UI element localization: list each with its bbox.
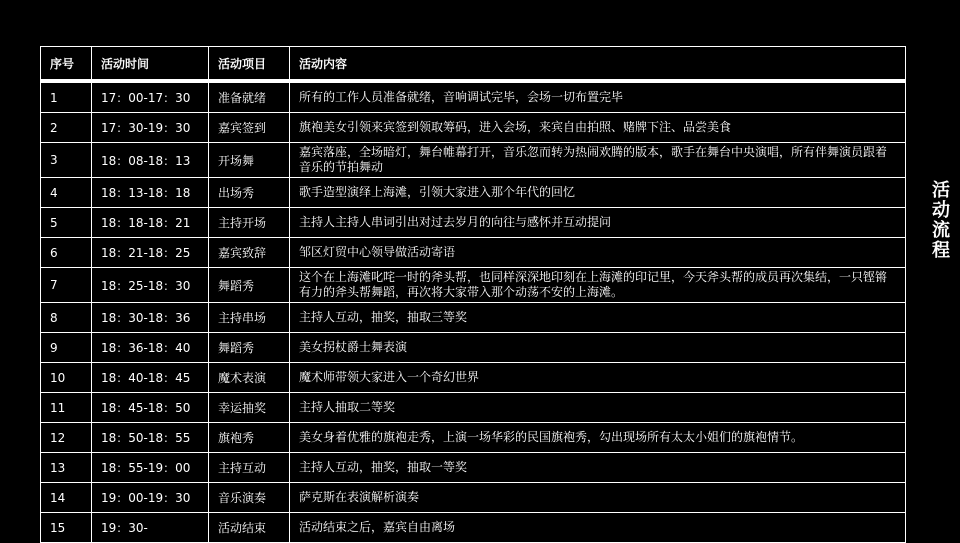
row-content: 主持人互动，抽奖，抽取三等奖 (290, 303, 906, 333)
table-row (41, 393, 906, 423)
row-no: 13 (41, 453, 92, 483)
side-title: 活动流程 (929, 180, 950, 260)
row-time: 18：18-18：21 (92, 208, 209, 238)
header-no: 序号 (41, 47, 92, 82)
row-time: 17：30-19：30 (92, 113, 209, 143)
row-content: 这个在上海滩叱咤一时的斧头帮，也同样深深地印刻在上海滩的印记里，今天斧头帮的成员再次集结，一只铿锵有力的斧头帮舞蹈，再次将大家带入那个动荡不安的上海滩。 (290, 268, 906, 303)
table-row (41, 238, 906, 268)
row-time: 18：21-18：25 (92, 238, 209, 268)
row-no: 6 (41, 238, 92, 268)
row-time: 18：55-19：00 (92, 453, 209, 483)
row-item: 主持互动 (209, 453, 290, 483)
row-item: 舞蹈秀 (209, 268, 290, 303)
row-no: 4 (41, 178, 92, 208)
row-no: 5 (41, 208, 92, 238)
row-content: 魔术师带领大家进入一个奇幻世界 (290, 363, 906, 393)
table-row (41, 143, 906, 178)
row-no: 9 (41, 333, 92, 363)
row-content: 歌手造型演绎上海滩，引领大家进入那个年代的回忆 (290, 178, 906, 208)
row-item: 出场秀 (209, 178, 290, 208)
row-time: 18：45-18：50 (92, 393, 209, 423)
row-content: 主持人互动，抽奖，抽取一等奖 (290, 453, 906, 483)
row-item: 嘉宾致辞 (209, 238, 290, 268)
row-time: 18：50-18：55 (92, 423, 209, 453)
row-content: 主持人抽取二等奖 (290, 393, 906, 423)
row-time: 18：25-18：30 (92, 268, 209, 303)
row-no: 12 (41, 423, 92, 453)
row-content: 萨克斯在表演解析演奏 (290, 483, 906, 513)
row-content: 主持人主持人串词引出对过去岁月的向往与感怀并互动提问 (290, 208, 906, 238)
row-item: 嘉宾签到 (209, 113, 290, 143)
table-row (41, 363, 906, 393)
row-item: 魔术表演 (209, 363, 290, 393)
row-time: 19：00-19：30 (92, 483, 209, 513)
row-content: 所有的工作人员准备就绪，音响调试完毕，会场一切布置完毕 (290, 81, 906, 113)
row-no: 1 (41, 81, 92, 113)
row-item: 开场舞 (209, 143, 290, 178)
row-no: 8 (41, 303, 92, 333)
table-row (41, 453, 906, 483)
row-no: 14 (41, 483, 92, 513)
table-row (41, 268, 906, 303)
table-row (41, 208, 906, 238)
row-no: 15 (41, 513, 92, 543)
table-row (41, 81, 906, 113)
table-row (41, 178, 906, 208)
table-row (41, 303, 906, 333)
header-content: 活动内容 (290, 47, 906, 82)
row-item: 音乐演奏 (209, 483, 290, 513)
row-item: 幸运抽奖 (209, 393, 290, 423)
schedule-table (40, 46, 906, 543)
table-header-row (41, 47, 906, 82)
row-no: 11 (41, 393, 92, 423)
table-row (41, 423, 906, 453)
row-no: 3 (41, 143, 92, 178)
row-time: 18：36-18：40 (92, 333, 209, 363)
row-no: 7 (41, 268, 92, 303)
row-content: 美女身着优雅的旗袍走秀，上演一场华彩的民国旗袍秀，勾出现场所有太太小姐们的旗袍情节。 (290, 423, 906, 453)
row-item: 舞蹈秀 (209, 333, 290, 363)
row-item: 主持开场 (209, 208, 290, 238)
row-time: 18：40-18：45 (92, 363, 209, 393)
row-time: 18：30-18：36 (92, 303, 209, 333)
row-content: 美女拐杖爵士舞表演 (290, 333, 906, 363)
row-time: 17：00-17：30 (92, 81, 209, 113)
table-row (41, 483, 906, 513)
row-time: 18：08-18：13 (92, 143, 209, 178)
header-time: 活动时间 (92, 47, 209, 82)
row-time: 19：30- (92, 513, 209, 543)
row-time: 18：13-18：18 (92, 178, 209, 208)
row-no: 2 (41, 113, 92, 143)
row-item: 旗袍秀 (209, 423, 290, 453)
table-row (41, 333, 906, 363)
row-item: 活动结束 (209, 513, 290, 543)
header-item: 活动项目 (209, 47, 290, 82)
table-row (41, 513, 906, 543)
table-row (41, 113, 906, 143)
row-content: 活动结束之后，嘉宾自由离场 (290, 513, 906, 543)
row-content: 邹区灯贸中心领导做活动寄语 (290, 238, 906, 268)
row-content: 嘉宾落座，全场暗灯，舞台帷幕打开，音乐忽而转为热闹欢腾的版本，歌手在舞台中央演唱，所有伴舞演员跟着音乐的节拍舞动 (290, 143, 906, 178)
row-item: 准备就绪 (209, 81, 290, 113)
row-item: 主持串场 (209, 303, 290, 333)
row-no: 10 (41, 363, 92, 393)
row-content: 旗袍美女引领来宾签到领取筹码，进入会场，来宾自由拍照、赌牌下注、品尝美食 (290, 113, 906, 143)
